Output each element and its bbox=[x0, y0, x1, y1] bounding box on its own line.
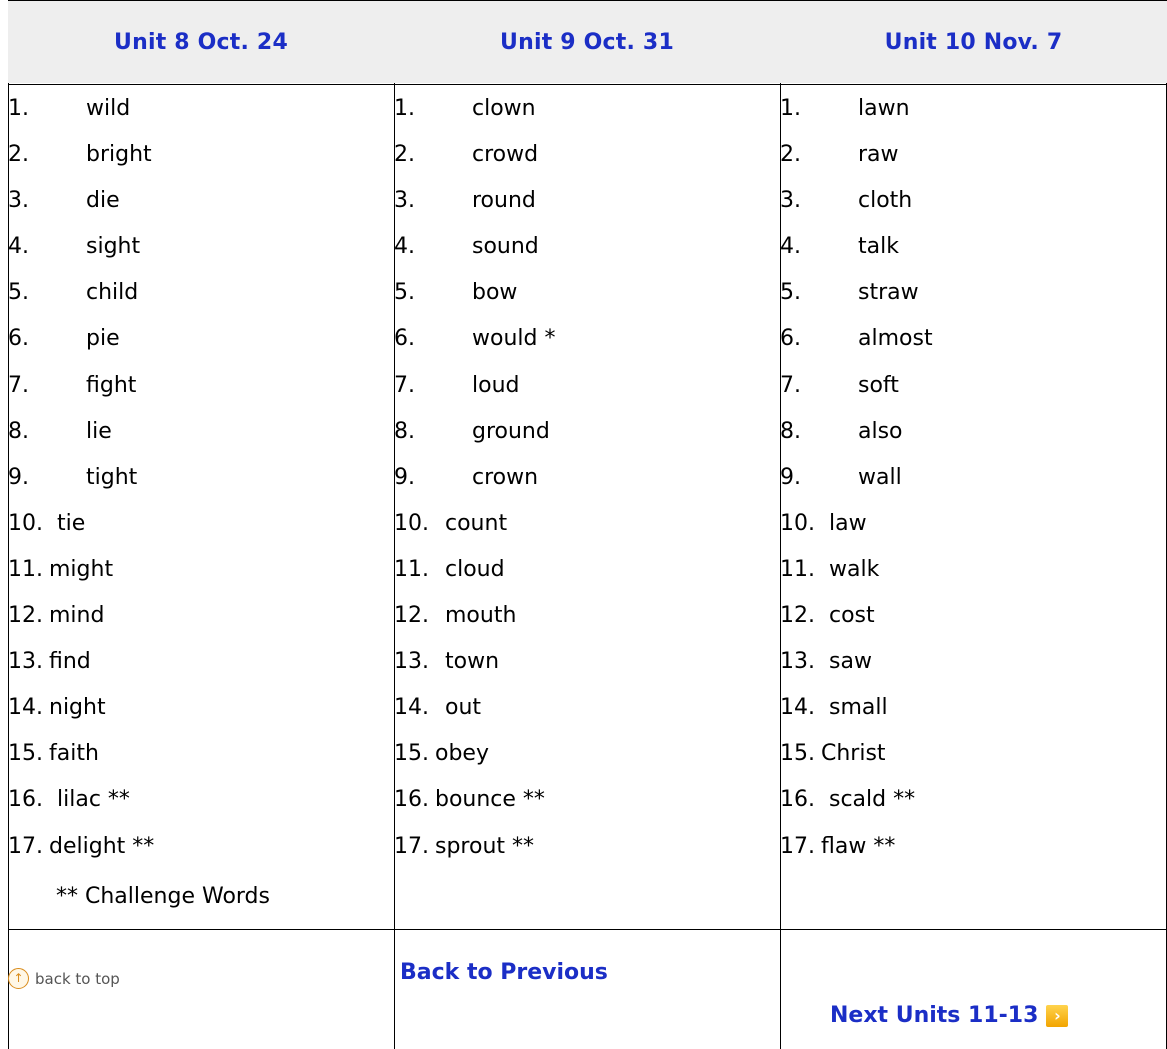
item-word: night bbox=[49, 695, 106, 721]
item-word: saw bbox=[829, 649, 872, 675]
item-word: child bbox=[86, 280, 139, 306]
unit-8-column bbox=[8, 0, 394, 1049]
item-number: 1. bbox=[394, 96, 415, 121]
item-number: 9. bbox=[780, 464, 801, 490]
list-item bbox=[8, 731, 394, 777]
item-number: 12. bbox=[8, 603, 43, 629]
item-word: soft bbox=[858, 372, 899, 398]
unit-8-title: Unit 8 Oct. 24 bbox=[114, 29, 288, 55]
unit-9-column bbox=[394, 0, 780, 1049]
list-item bbox=[394, 547, 780, 593]
item-word: law bbox=[829, 510, 867, 536]
list-item bbox=[780, 731, 1167, 777]
item-number: 7. bbox=[8, 372, 29, 398]
item-number: 2. bbox=[394, 142, 415, 168]
item-word: raw bbox=[858, 142, 899, 168]
list-item bbox=[8, 224, 394, 270]
list-item bbox=[394, 455, 780, 501]
list-item bbox=[780, 316, 1167, 362]
list-item bbox=[394, 777, 780, 823]
unit-10-column bbox=[780, 0, 1167, 1049]
list-item bbox=[780, 593, 1167, 639]
list-item bbox=[394, 593, 780, 639]
list-item bbox=[780, 363, 1167, 409]
item-word: tight bbox=[86, 464, 138, 490]
list-item bbox=[394, 363, 780, 409]
unit-10-word-list bbox=[780, 86, 1167, 870]
item-word: almost bbox=[858, 326, 933, 352]
list-item bbox=[8, 178, 394, 224]
list-item bbox=[8, 501, 394, 547]
item-word: mouth bbox=[445, 603, 517, 629]
list-item bbox=[394, 501, 780, 547]
unit-10-title: Unit 10 Nov. 7 bbox=[884, 29, 1063, 55]
item-word: scald ** bbox=[829, 787, 916, 813]
list-item bbox=[8, 316, 394, 362]
item-word: bow bbox=[472, 280, 518, 306]
item-word: Christ bbox=[821, 741, 886, 767]
list-item bbox=[394, 86, 780, 132]
item-number: 2. bbox=[780, 142, 801, 168]
item-number: 11. bbox=[780, 556, 815, 582]
list-item bbox=[394, 224, 780, 270]
item-word: lilac ** bbox=[57, 787, 130, 813]
item-number: 6. bbox=[8, 326, 29, 352]
item-number: 4. bbox=[8, 234, 29, 260]
item-word: out bbox=[445, 695, 482, 721]
item-word: count bbox=[445, 510, 508, 536]
item-word: small bbox=[829, 695, 888, 721]
item-word: faith bbox=[49, 741, 99, 767]
list-item bbox=[780, 547, 1167, 593]
list-item bbox=[8, 270, 394, 316]
item-number: 5. bbox=[394, 280, 415, 306]
item-number: 3. bbox=[780, 188, 801, 214]
item-number: 6. bbox=[780, 326, 801, 352]
item-number: 13. bbox=[780, 649, 815, 675]
list-item bbox=[394, 824, 780, 870]
list-item bbox=[394, 685, 780, 731]
item-number: 10. bbox=[8, 510, 43, 536]
list-item bbox=[780, 270, 1167, 316]
item-word: fight bbox=[86, 372, 137, 398]
item-word: pie bbox=[86, 326, 120, 352]
challenge-words-note: ** Challenge Words bbox=[56, 884, 270, 909]
item-number: 3. bbox=[394, 188, 415, 214]
list-item bbox=[780, 455, 1167, 501]
list-item bbox=[780, 132, 1167, 178]
item-word: round bbox=[472, 188, 536, 214]
unit-8-word-list bbox=[8, 86, 394, 870]
item-number: 9. bbox=[394, 464, 415, 490]
item-number: 14. bbox=[780, 695, 815, 721]
item-word: wild bbox=[86, 96, 131, 121]
item-number: 15. bbox=[8, 741, 43, 767]
list-item bbox=[780, 685, 1167, 731]
item-number: 9. bbox=[8, 464, 29, 490]
next-units-link[interactable] bbox=[830, 1003, 1068, 1028]
list-item bbox=[780, 639, 1167, 685]
item-word: delight ** bbox=[49, 833, 155, 859]
list-item bbox=[8, 639, 394, 685]
list-item bbox=[394, 270, 780, 316]
item-word: bright bbox=[86, 142, 152, 168]
item-number: 8. bbox=[8, 418, 29, 444]
item-number: 10. bbox=[394, 510, 429, 536]
back-to-top-label: back to top bbox=[35, 969, 120, 988]
list-item bbox=[780, 224, 1167, 270]
item-word: cloth bbox=[858, 188, 913, 214]
item-number: 2. bbox=[8, 142, 29, 168]
item-number: 8. bbox=[780, 418, 801, 444]
list-item bbox=[8, 685, 394, 731]
item-number: 17. bbox=[780, 833, 815, 859]
list-item bbox=[780, 86, 1167, 132]
unit-9-header bbox=[394, 1, 780, 83]
item-word: might bbox=[49, 556, 114, 582]
item-number: 7. bbox=[780, 372, 801, 398]
list-item bbox=[8, 363, 394, 409]
item-word: mind bbox=[49, 603, 105, 629]
item-number: 13. bbox=[394, 649, 429, 675]
unit-8-header bbox=[8, 1, 394, 83]
item-number: 17. bbox=[8, 833, 43, 859]
item-word: crown bbox=[472, 464, 539, 490]
item-number: 6. bbox=[394, 326, 415, 352]
list-item bbox=[780, 501, 1167, 547]
item-number: 4. bbox=[780, 234, 801, 260]
list-item bbox=[8, 593, 394, 639]
item-number: 14. bbox=[394, 695, 429, 721]
item-word: flaw ** bbox=[821, 833, 896, 859]
list-item bbox=[394, 132, 780, 178]
list-item bbox=[780, 409, 1167, 455]
item-number: 16. bbox=[394, 787, 429, 813]
item-number: 3. bbox=[8, 188, 29, 214]
list-item bbox=[394, 409, 780, 455]
item-word: town bbox=[445, 649, 500, 675]
item-word: sight bbox=[86, 234, 141, 260]
list-item bbox=[8, 86, 394, 132]
item-number: 11. bbox=[8, 556, 43, 582]
item-word: find bbox=[49, 649, 91, 675]
item-word: bounce ** bbox=[435, 787, 545, 813]
list-item bbox=[780, 777, 1167, 823]
item-word: sound bbox=[472, 234, 539, 260]
item-word: wall bbox=[858, 464, 902, 490]
item-number: 10. bbox=[780, 510, 815, 536]
item-number: 5. bbox=[8, 280, 29, 306]
item-number: 14. bbox=[8, 695, 43, 721]
item-number: 16. bbox=[780, 787, 815, 813]
item-word: crowd bbox=[472, 142, 539, 168]
list-item bbox=[8, 409, 394, 455]
item-word: ground bbox=[472, 418, 550, 444]
list-item bbox=[780, 824, 1167, 870]
item-word: would * bbox=[472, 326, 556, 352]
up-arrow-circle-icon: ↑ bbox=[8, 968, 29, 989]
item-word: sprout ** bbox=[435, 833, 535, 859]
item-number: 12. bbox=[780, 603, 815, 629]
list-item bbox=[394, 731, 780, 777]
item-number: 4. bbox=[394, 234, 415, 260]
list-item bbox=[8, 777, 394, 823]
list-item bbox=[8, 547, 394, 593]
item-number: 17. bbox=[394, 833, 429, 859]
list-item bbox=[394, 316, 780, 362]
list-item bbox=[394, 178, 780, 224]
back-to-top-link[interactable] bbox=[8, 968, 120, 989]
list-item bbox=[8, 824, 394, 870]
item-number: 15. bbox=[780, 741, 815, 767]
item-word: die bbox=[86, 188, 120, 214]
item-number: 8. bbox=[394, 418, 415, 444]
item-word: lawn bbox=[858, 96, 910, 121]
unit-10-header bbox=[780, 1, 1167, 83]
item-word: lie bbox=[86, 418, 112, 444]
item-word: cloud bbox=[445, 556, 505, 582]
item-word: walk bbox=[829, 556, 880, 582]
item-word: clown bbox=[472, 96, 536, 121]
item-word: straw bbox=[858, 280, 919, 306]
right-arrow-icon: › bbox=[1046, 1005, 1068, 1027]
list-item bbox=[8, 132, 394, 178]
item-word: obey bbox=[435, 741, 489, 767]
item-word: loud bbox=[472, 372, 520, 398]
item-number: 12. bbox=[394, 603, 429, 629]
item-word: cost bbox=[829, 603, 875, 629]
item-number: 1. bbox=[780, 96, 801, 121]
item-number: 15. bbox=[394, 741, 429, 767]
item-word: tie bbox=[57, 510, 86, 536]
list-item bbox=[394, 639, 780, 685]
item-number: 1. bbox=[8, 96, 29, 121]
item-number: 11. bbox=[394, 556, 429, 582]
item-number: 5. bbox=[780, 280, 801, 306]
item-word: also bbox=[858, 418, 903, 444]
item-word: talk bbox=[858, 234, 899, 260]
unit-9-title: Unit 9 Oct. 31 bbox=[500, 29, 674, 55]
unit-9-word-list bbox=[394, 86, 780, 870]
list-item bbox=[8, 455, 394, 501]
item-number: 13. bbox=[8, 649, 43, 675]
list-item bbox=[780, 178, 1167, 224]
back-to-previous-link[interactable]: Back to Previous bbox=[400, 960, 608, 985]
next-units-label: Next Units 11-13 bbox=[830, 1003, 1039, 1028]
item-number: 7. bbox=[394, 372, 415, 398]
item-number: 16. bbox=[8, 787, 43, 813]
